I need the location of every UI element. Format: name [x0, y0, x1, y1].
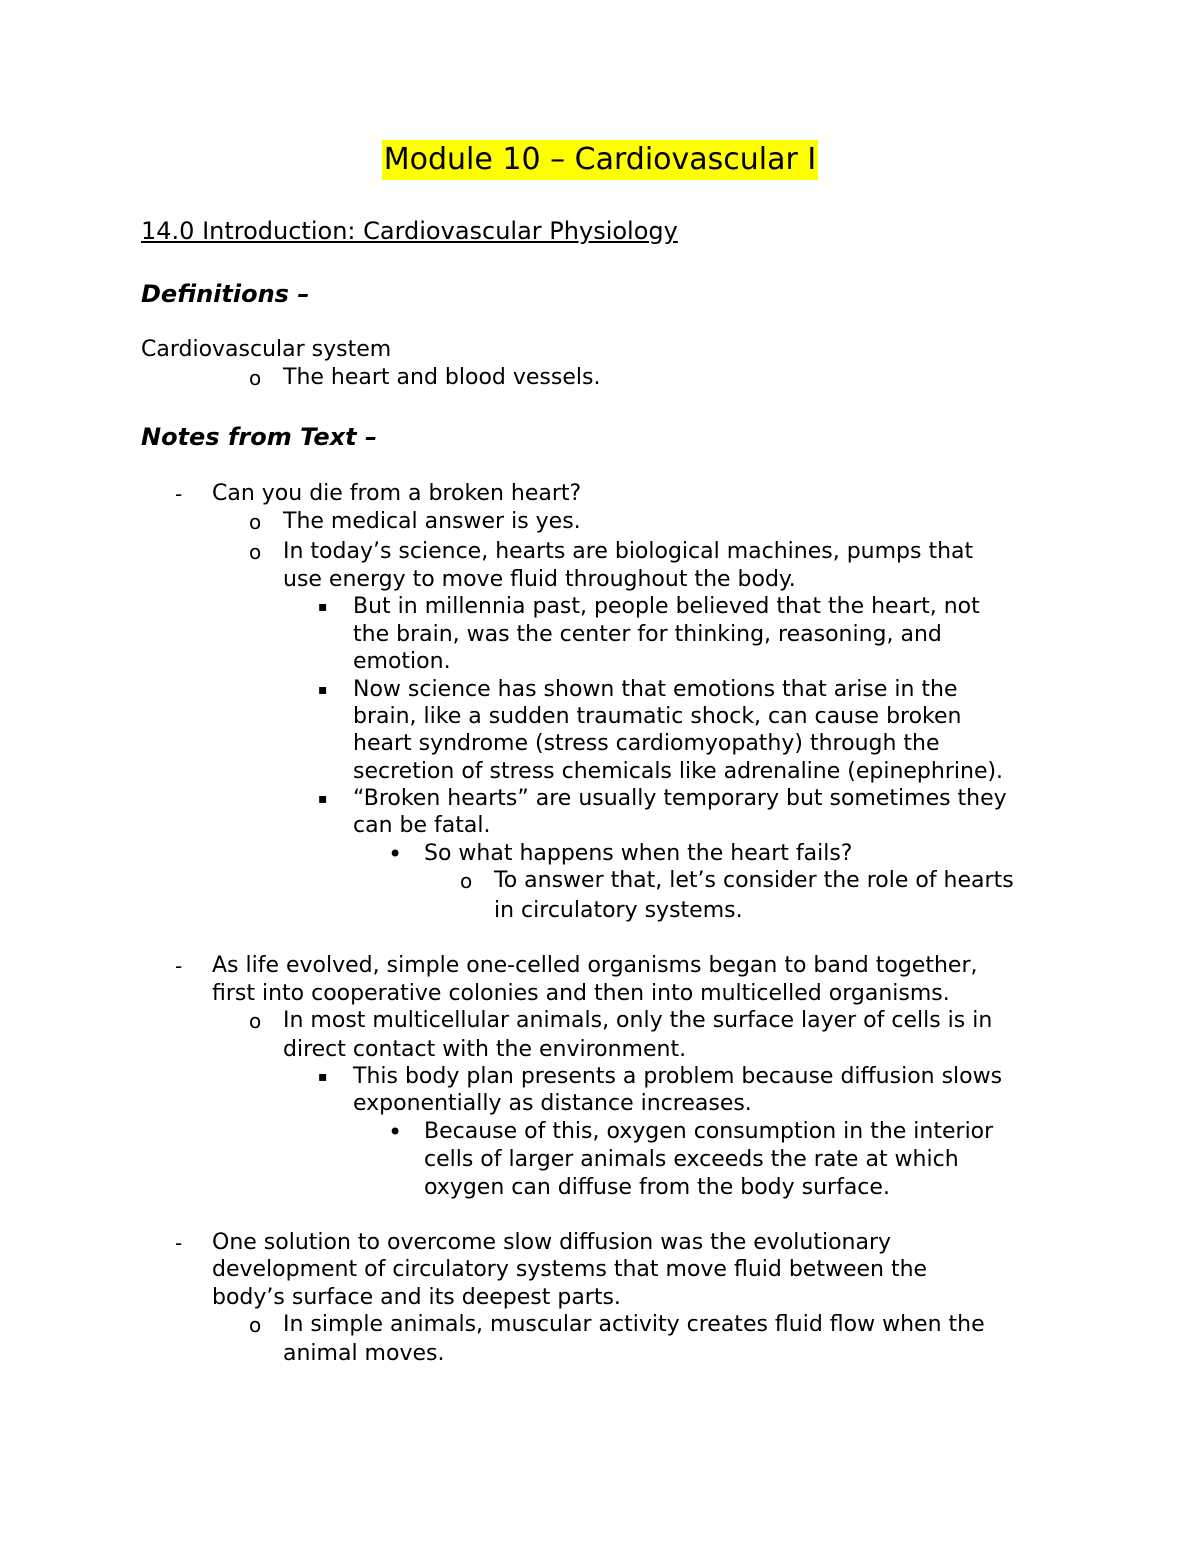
note-subitem-line: use energy to move fluid throughout the body.	[283, 567, 796, 592]
note-subitem-line: In today’s science, hearts are biological machines, pumps that	[283, 539, 974, 564]
note-detail-line: secretion of stress chemicals like adrenaline (epinephrine).	[353, 759, 1004, 784]
bullet-square: ▪	[318, 599, 328, 615]
note-item-line: first into cooperative colonies and then into multicelled organisms.	[212, 981, 950, 1006]
section-heading: 14.0 Introduction: Cardiovascular Physiology	[141, 217, 678, 245]
note-detail-line: emotion.	[353, 649, 451, 674]
bullet-circle: o	[249, 1313, 262, 1337]
note-subitem-line: direct contact with the environment.	[283, 1037, 687, 1062]
note-detail-line: oxygen can diffuse from the body surface.	[424, 1175, 890, 1200]
bullet-dash: -	[175, 482, 183, 506]
note-detail-line: heart syndrome (stress cardiomyopathy) through the	[353, 731, 940, 756]
note-subitem: The medical answer is yes.	[283, 509, 581, 534]
title-wrap	[0, 140, 1200, 180]
note-detail-line: Because of this, oxygen consumption in the interior	[424, 1119, 994, 1144]
note-detail-line: So what happens when the heart fails?	[424, 841, 853, 866]
bullet-circle: o	[460, 869, 473, 893]
definitions-heading: Definitions –	[141, 280, 310, 308]
bullet-square: ▪	[318, 1069, 328, 1085]
definition-text: The heart and blood vessels.	[283, 365, 601, 390]
note-detail-line: the brain, was the center for thinking, reasoning, and	[353, 622, 942, 647]
note-item-line: As life evolved, simple one-celled organisms began to band together,	[212, 953, 978, 978]
bullet-circle: o	[249, 366, 262, 390]
bullet-dash: -	[175, 1231, 183, 1255]
note-detail-line: can be fatal.	[353, 813, 491, 838]
note-item-line: One solution to overcome slow diffusion was the evolutionary	[212, 1230, 892, 1255]
bullet-dot: •	[388, 1118, 403, 1146]
note-item-line: development of circulatory systems that move fluid between the	[212, 1257, 928, 1282]
bullet-dot: •	[388, 840, 403, 868]
page-title: Module 10 – Cardiovascular I	[382, 140, 818, 180]
bullet-square: ▪	[318, 791, 328, 807]
note-subitem-line: In simple animals, muscular activity creates fluid flow when the	[283, 1312, 985, 1337]
note-detail-line: cells of larger animals exceeds the rate at which	[424, 1147, 959, 1172]
note-detail-line: “Broken hearts” are usually temporary but sometimes they	[353, 786, 1007, 811]
note-item-line: body’s surface and its deepest parts.	[212, 1285, 621, 1310]
bullet-circle: o	[249, 1009, 262, 1033]
note-detail-line: brain, like a sudden traumatic shock, can cause broken	[353, 704, 962, 729]
bullet-circle: o	[249, 510, 262, 534]
note-detail-line: But in millennia past, people believed that the heart, not	[353, 594, 980, 619]
note-detail-line: in circulatory systems.	[494, 898, 743, 923]
note-detail-line: This body plan presents a problem because diffusion slows	[353, 1064, 1003, 1089]
note-item: Can you die from a broken heart?	[212, 481, 582, 506]
notes-heading: Notes from Text –	[141, 423, 377, 451]
note-subitem-line: In most multicellular animals, only the surface layer of cells is in	[283, 1008, 993, 1033]
note-subitem-line: animal moves.	[283, 1341, 445, 1366]
note-detail-line: Now science has shown that emotions that arise in the	[353, 677, 958, 702]
definition-term: Cardiovascular system	[141, 337, 392, 362]
bullet-circle: o	[249, 540, 262, 564]
note-detail-line: To answer that, let’s consider the role of hearts	[494, 868, 1014, 893]
note-detail-line: exponentially as distance increases.	[353, 1091, 752, 1116]
bullet-dash: -	[175, 954, 183, 978]
bullet-square: ▪	[318, 682, 328, 698]
